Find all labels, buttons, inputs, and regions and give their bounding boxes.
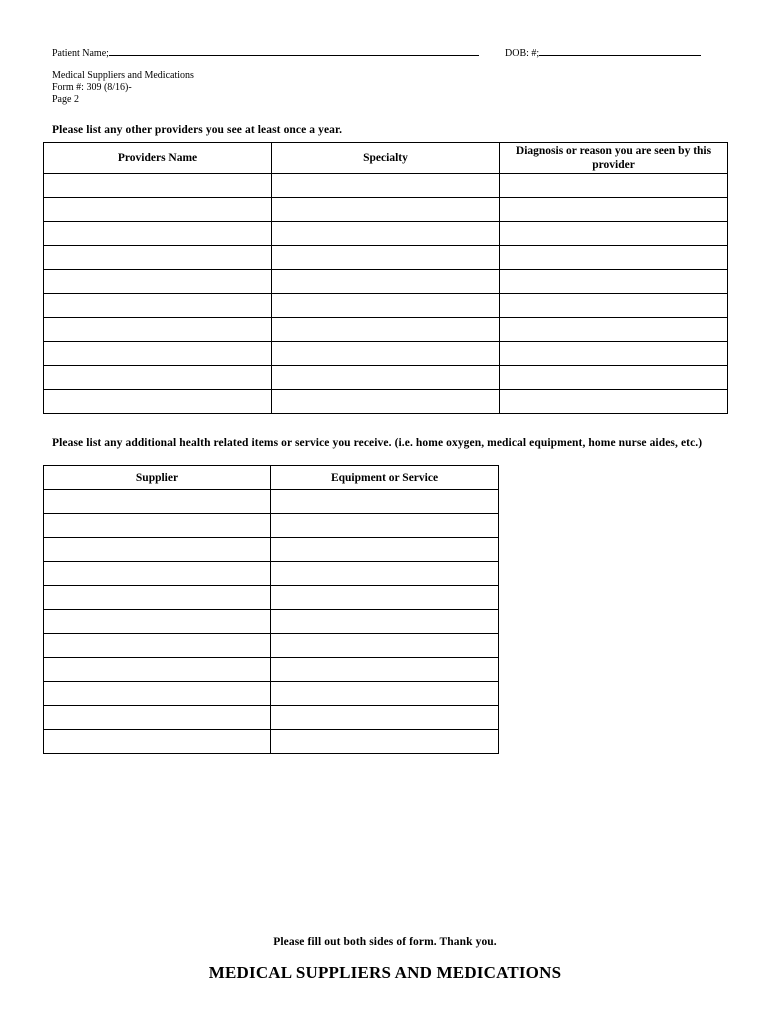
table-row [44,634,499,658]
providers-cell[interactable] [272,174,500,198]
providers-cell[interactable] [500,390,728,414]
providers-cell[interactable] [500,246,728,270]
suppliers-cell[interactable] [44,586,271,610]
suppliers-cell[interactable] [44,682,271,706]
providers-cell[interactable] [272,222,500,246]
providers-prompt: Please list any other providers you see at least once a year. [52,124,343,136]
suppliers-header-row [44,466,499,490]
providers-cell[interactable] [500,174,728,198]
suppliers-prompt: Please list any additional health related items or service you receive. (i.e. home oxygen, medical equipment, home nurse aides, etc.) [52,437,703,449]
table-row [44,538,499,562]
suppliers-cell[interactable] [44,706,271,730]
table-row [44,610,499,634]
providers-cell[interactable] [500,222,728,246]
suppliers-cell[interactable] [44,562,271,586]
dob-field [505,45,701,60]
suppliers-cell[interactable] [271,634,499,658]
suppliers-cell[interactable] [271,562,499,586]
suppliers-cell[interactable] [44,610,271,634]
diagnosis-header: Diagnosis or reason you are seen by this provider [500,143,728,174]
suppliers-cell[interactable] [271,706,499,730]
providers-cell[interactable] [44,198,272,222]
footer-title: MEDICAL SUPPLIERS AND MEDICATIONS [208,963,562,982]
table-row [44,318,728,342]
suppliers-cell[interactable] [271,490,499,514]
providers-cell[interactable] [272,198,500,222]
suppliers-table [43,465,499,754]
suppliers-cell[interactable] [271,538,499,562]
table-row [44,586,499,610]
providers-cell[interactable] [272,366,500,390]
table-row [44,294,728,318]
providers-cell[interactable] [44,366,272,390]
dob-label: DOB: #; [505,48,540,59]
providers-cell[interactable] [500,198,728,222]
providers-cell[interactable] [272,294,500,318]
providers-cell[interactable] [44,222,272,246]
footer-note: Please fill out both sides of form. Thank you. [273,936,497,948]
providers-cell[interactable] [500,270,728,294]
table-row [44,366,728,390]
table-row [44,658,499,682]
suppliers-cell[interactable] [44,730,271,754]
table-row [44,198,728,222]
providers-cell[interactable] [500,342,728,366]
table-row [44,246,728,270]
providers-cell[interactable] [500,366,728,390]
form-number-line: Form #: 309 (8/16)- [52,82,132,93]
table-row [44,174,728,198]
table-row [44,342,728,366]
providers-cell[interactable] [272,270,500,294]
table-row [44,682,499,706]
providers-cell[interactable] [272,390,500,414]
table-row [44,490,499,514]
table-row [44,706,499,730]
providers-cell[interactable] [44,342,272,366]
suppliers-cell[interactable] [271,586,499,610]
providers-cell[interactable] [44,246,272,270]
providers-cell[interactable] [272,342,500,366]
supplier-header: Supplier [44,466,271,490]
providers-header-row [44,143,728,174]
providers-cell[interactable] [272,318,500,342]
suppliers-cell[interactable] [44,658,271,682]
suppliers-cell[interactable] [271,730,499,754]
providers-cell[interactable] [44,294,272,318]
table-row [44,390,728,414]
suppliers-cell[interactable] [44,634,271,658]
suppliers-cell[interactable] [271,682,499,706]
providers-cell[interactable] [44,318,272,342]
suppliers-cell[interactable] [271,514,499,538]
providers-cell[interactable] [44,174,272,198]
suppliers-cell[interactable] [44,514,271,538]
providers-cell[interactable] [272,246,500,270]
providers-cell[interactable] [44,390,272,414]
suppliers-cell[interactable] [271,658,499,682]
table-row [44,222,728,246]
suppliers-cell[interactable] [271,610,499,634]
providers-table [43,142,728,414]
form-info [52,70,194,106]
providers-name-header: Providers Name [44,143,272,174]
patient-name-field [52,45,479,60]
providers-cell[interactable] [500,294,728,318]
suppliers-cell[interactable] [44,490,271,514]
suppliers-cell[interactable] [44,538,271,562]
equipment-header: Equipment or Service [271,466,499,490]
table-row [44,514,499,538]
form-title-line: Medical Suppliers and Medications [52,70,194,81]
providers-cell[interactable] [500,318,728,342]
table-row [44,730,499,754]
providers-cell[interactable] [44,270,272,294]
table-row [44,270,728,294]
table-row [44,562,499,586]
specialty-header: Specialty [272,143,500,174]
patient-name-blank[interactable] [109,45,479,56]
dob-blank[interactable] [539,45,701,56]
page-number-line: Page 2 [52,94,79,105]
patient-name-label: Patient Name; [52,48,109,59]
